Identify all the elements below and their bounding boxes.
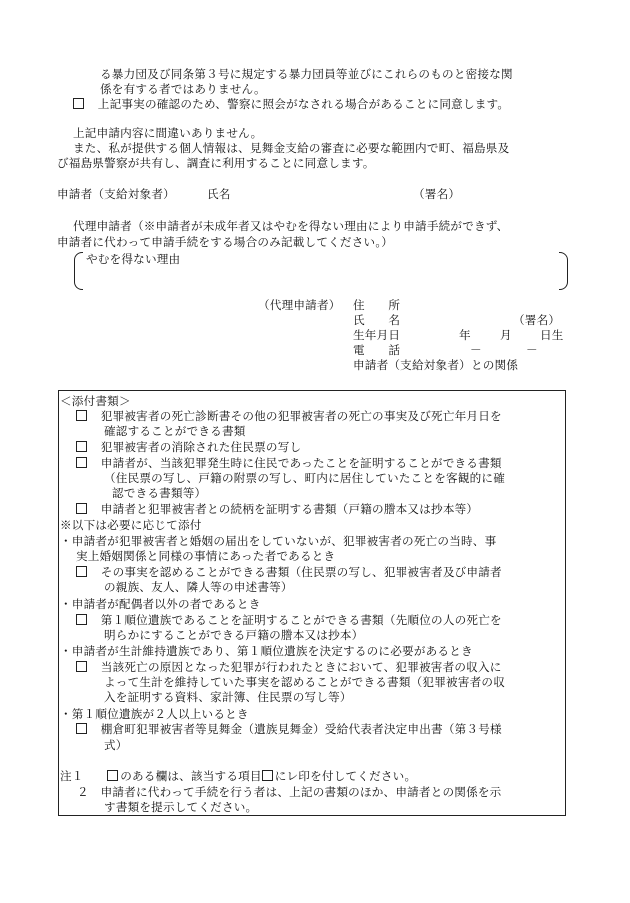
attach-item-1-cont: 確認することができる書類 — [104, 424, 246, 438]
case-2-item: 第１順位遺族であることを証明することができる書類（先順位の人の死亡を — [76, 613, 502, 627]
optional-note: ※以下は必要に応じて添付 — [60, 518, 202, 532]
applicant-sign: （署名） — [413, 187, 461, 201]
attach-item-3: 申請者が、当該犯罪発生時に住民であったことを証明することができる書類 — [76, 456, 502, 470]
case-4-item: 棚倉町犯罪被害者等見舞金（遺族見舞金）受給代表者決定申出書（第３号様 — [76, 722, 502, 736]
attach-item-1: 犯罪被害者の死亡診断書その他の犯罪被害者の死亡の事実及び死亡年月日を — [76, 409, 502, 423]
note-2: ２ 申請者に代わって手続を行う者は、上記の書類のほか、申請者との関係を示 — [77, 785, 502, 799]
name-label: 氏 名 — [353, 313, 401, 327]
applicant-name-label: 氏名 — [207, 187, 231, 201]
relation-label: 申請者（支給対象者）との関係 — [353, 358, 519, 372]
month-label: 月 — [500, 328, 512, 342]
checkbox[interactable] — [73, 98, 84, 109]
attach-item-3-cont2: 認できる書類等） — [112, 486, 207, 500]
attach-item-3-cont: （住民票の写し、戸籍の附票の写し、町内に居住していたことを客観的に確 — [104, 471, 505, 485]
note-2-cont: す書類を提示してください。 — [104, 800, 258, 814]
consent-police: 上記事実の確認のため、警察に照会がなされる場合があることに同意します。 — [73, 97, 509, 111]
checkbox[interactable] — [76, 503, 87, 514]
checkbox-symbol — [262, 770, 273, 781]
checkbox-symbol — [107, 770, 118, 781]
attach-title: ＜添付書類＞ — [60, 394, 131, 408]
applicant-label: 申請者（支給対象者） — [57, 187, 175, 201]
case-1-item: その事実を認めることができる書類（住民票の写し、犯罪被害者及び申請者 — [76, 565, 502, 579]
checkbox[interactable] — [76, 410, 87, 421]
phone-dash-2: － — [526, 343, 538, 357]
attach-item-4: 申請者と犯罪被害者との続柄を証明する書類（戸籍の謄本又は抄本等） — [76, 502, 478, 516]
year-label: 年 — [459, 328, 471, 342]
cont-line-2: 係を有する者ではありません。 — [100, 82, 266, 96]
proxy-note-1: 代理申請者（※申請者が未成年者又はやむを得ない理由により申請手続ができず、 — [73, 219, 509, 233]
privacy-line-2: び福島県警察が共有し、調査に利用することに同意します。 — [57, 156, 375, 170]
checkbox[interactable] — [76, 723, 87, 734]
case-1-cont: 実上婚姻関係と同様の事情にあった者であるとき — [76, 549, 336, 563]
proxy-note-2: 申請者に代わって申請手続をする場合のみ記載してください。） — [57, 235, 394, 249]
case-4: ・第１順位遺族が２人以上いるとき — [60, 707, 249, 721]
day-label: 日生 — [540, 328, 564, 342]
proxy-sign: （署名） — [513, 313, 561, 327]
phone-label: 電 話 — [353, 343, 401, 357]
case-2: ・申請者が配偶者以外の者であるとき — [60, 597, 261, 611]
phone-dash-1: － — [470, 343, 482, 357]
checkbox[interactable] — [76, 457, 87, 468]
address-label: 住 所 — [353, 298, 401, 312]
case-3: ・申請者が生計維持遺族であり、第１順位遺族を決定するのに必要があるとき — [60, 644, 473, 658]
case-2-item-cont: 明らかにすることができる戸籍の謄本又は抄本） — [104, 628, 364, 642]
checkbox[interactable] — [76, 661, 87, 672]
case-1: ・申請者が犯罪被害者と婚姻の届出をしていないが、犯罪被害者の死亡の当時、事 — [60, 534, 497, 548]
cont-line: る暴力団及び同条第３号に規定する暴力団員等並びにこれらのものと密接な関 — [100, 67, 513, 81]
proxy-label: （代理申請者） — [258, 298, 341, 312]
case-4-item-cont: 式） — [104, 738, 128, 752]
birth-label: 生年月日 — [353, 328, 401, 342]
note-1: 注１ のある欄は、該当する項目 にレ印を付してください。 — [60, 769, 417, 783]
case-3-item: 当該死亡の原因となった犯罪が行われたときにおいて、犯罪被害者の収入に — [76, 660, 502, 674]
privacy-line-1: また、私が提供する個人情報は、見舞金支給の審査に必要な範囲内で町、福島県及 — [73, 141, 510, 155]
case-1-item-cont: の親族、友人、隣人等の申述書等） — [104, 580, 293, 594]
checkbox[interactable] — [76, 566, 87, 577]
checkbox[interactable] — [76, 614, 87, 625]
reason-label: やむを得ない理由 — [86, 252, 181, 266]
attach-item-2: 犯罪被害者の消除された住民票の写し — [76, 440, 301, 454]
case-3-item-cont: よって生計を維持していた事実を認めることができる書類（犯罪被害者の収 — [104, 675, 505, 689]
checkbox[interactable] — [76, 441, 87, 452]
no-error-statement: 上記申請内容に間違いありません。 — [73, 126, 263, 140]
case-3-item-cont2: 入を証明する資料、家計簿、住民票の写し等） — [104, 690, 352, 704]
